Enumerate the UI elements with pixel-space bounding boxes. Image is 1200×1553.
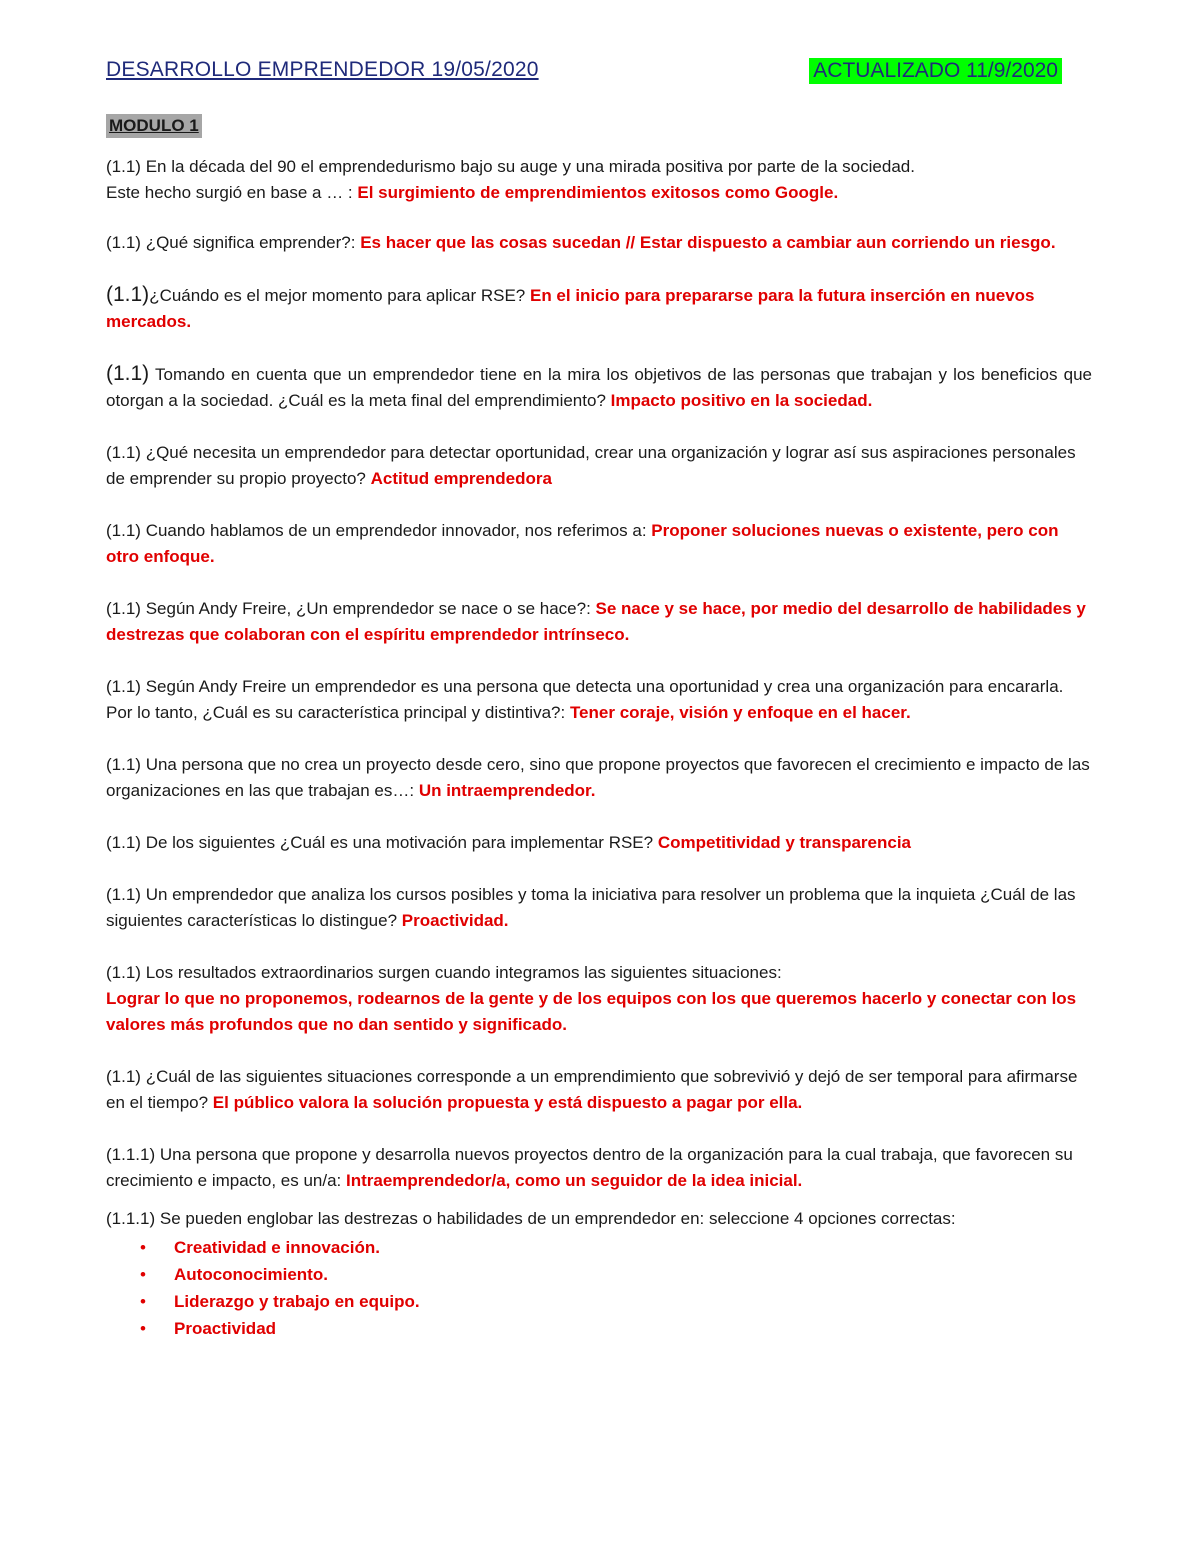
bullet-icon: • [140, 1238, 146, 1257]
question-code: (1.1) [106, 233, 141, 252]
updated-badge: ACTUALIZADO 11/9/2020 [809, 58, 1062, 84]
question-item [106, 882, 1092, 934]
question-text: Según Andy Freire, ¿Un emprendedor se nace o se hace?: [140, 599, 596, 618]
question-item [106, 674, 1092, 726]
answer-text: Tener coraje, visión y enfoque en el hacer. [569, 703, 911, 722]
answer-text: En el inicio para prepararse para la futura inserción en nuevos mercados. [106, 286, 1035, 331]
answer-option [106, 1315, 1092, 1342]
question-text: De los siguientes ¿Cuál es una motivación para implementar RSE? [140, 833, 658, 852]
question-item [106, 518, 1092, 570]
question-text: Tomando en cuenta que un emprendedor tiene en la mira los objetivos de las personas que trabajan y los beneficios que otorgan a la sociedad. ¿Cuál es la meta final del emprendimiento? [106, 365, 1092, 410]
question-item [106, 282, 1092, 335]
answer-option-text: Liderazgo y trabajo en equipo. [174, 1292, 420, 1311]
question-text: Cuando hablamos de un emprendedor innovador, nos referimos a: [140, 521, 652, 540]
answer-option-text: Autoconocimiento. [174, 1265, 328, 1284]
question-item [106, 154, 1092, 206]
question-code: (1.1) [106, 833, 141, 852]
question-text: Este hecho surgió en base a … : [106, 183, 358, 202]
question-text: Los resultados extraordinarios surgen cuando integramos las siguientes situaciones: [140, 963, 782, 982]
question-text: ¿Cuál de las siguientes situaciones corresponde a un emprendimiento que sobrevivió y dejó de ser temporal para afirmarse en el tiempo? [106, 1067, 1078, 1112]
question-code: (1.1) [106, 599, 141, 618]
answer-text: Es hacer que las cosas sucedan // Estar dispuesto a cambiar aun corriendo un riesgo. [360, 233, 1056, 252]
question-item [106, 440, 1092, 492]
question-code: (1.1) [106, 362, 150, 385]
document-header [106, 58, 1092, 88]
question-code: (1.1) [106, 443, 141, 462]
question-text: ¿Qué significa emprender?: [140, 233, 361, 252]
question-item [106, 830, 1092, 856]
document-title: DESARROLLO EMPRENDEDOR 19/05/2020 [106, 58, 539, 81]
question-item [106, 752, 1092, 804]
question-code: (1.1) [106, 677, 141, 696]
document-page [106, 58, 1092, 1342]
answer-text: El público valora la solución propuesta y está dispuesto a pagar por ella. [212, 1093, 803, 1112]
question-code: (1.1) [106, 755, 141, 774]
question-text: Una persona que no crea un proyecto desde cero, sino que propone proyectos que favorecen el crecimiento e impacto de las organizaciones en las que trabajan es…: [106, 755, 1090, 800]
answer-text: Lograr lo que no proponemos, rodearnos de la gente y de los equipos con los que queremos hacerlo y conectar con los valores más profundos que no dan sentido y significado. [106, 989, 1077, 1034]
answer-option-text: Creatividad e innovación. [174, 1238, 380, 1257]
answer-options-list [106, 1234, 1092, 1342]
answer-text: Intraemprendedor/a, como un seguidor de la idea inicial. [346, 1171, 803, 1190]
question-text: ¿Qué necesita un emprendedor para detectar oportunidad, crear una organización y lograr así sus aspiraciones personales de emprender su propio proyecto? [106, 443, 1076, 488]
question-item [106, 596, 1092, 648]
answer-text: Un intraemprendedor. [418, 781, 596, 800]
question-code: (1.1) [106, 521, 141, 540]
question-text: Una persona que propone y desarrolla nuevos proyectos dentro de la organización para la cual trabaja, que favorecen su crecimiento e impacto, es un/a: [106, 1145, 1073, 1190]
question-item [106, 1206, 1092, 1342]
question-text: En la década del 90 el emprendedurismo bajo su auge y una mirada positiva por parte de la sociedad. [140, 157, 915, 176]
question-text: Según Andy Freire un emprendedor es una persona que detecta una oportunidad y crea una organización para encararla. Por lo tanto, ¿Cuál es su característica principal y distintiva?: [106, 677, 1064, 722]
question-item [106, 1142, 1092, 1194]
question-code: (1.1) [106, 963, 141, 982]
question-code: (1.1) [106, 157, 141, 176]
bullet-icon: • [140, 1319, 146, 1338]
question-code: (1.1) [106, 885, 141, 904]
module-heading: MODULO 1 [106, 114, 202, 138]
question-text: ¿Cuándo es el mejor momento para aplicar RSE? [149, 286, 530, 305]
answer-option [106, 1261, 1092, 1288]
answer-text: Impacto positivo en la sociedad. [610, 391, 873, 410]
question-item [106, 960, 1092, 1038]
answer-text: Actitud emprendedora [370, 469, 552, 488]
answer-text: Se nace y se hace, por medio del desarrollo de habilidades y destrezas que colaboran con el espíritu emprendedor intrínseco. [106, 599, 1086, 644]
question-text: Se pueden englobar las destrezas o habilidades de un emprendedor en: seleccione 4 opciones correctas: [155, 1209, 956, 1228]
bullet-icon: • [140, 1265, 146, 1284]
question-list [106, 154, 1092, 1342]
bullet-icon: • [140, 1292, 146, 1311]
question-item [106, 230, 1092, 256]
answer-option [106, 1234, 1092, 1261]
question-code: (1.1.1) [106, 1209, 156, 1228]
question-code: (1.1) [106, 1067, 141, 1086]
question-item [106, 361, 1092, 414]
answer-option-text: Proactividad [174, 1319, 277, 1338]
question-text: Un emprendedor que analiza los cursos posibles y toma la iniciativa para resolver un problema que la inquieta ¿Cuál de las siguientes características lo distingue? [106, 885, 1076, 930]
question-item [106, 1064, 1092, 1116]
answer-text: Proactividad. [401, 911, 509, 930]
answer-option [106, 1288, 1092, 1315]
question-code: (1.1.1) [106, 1145, 156, 1164]
answer-text: Proponer soluciones nuevas o existente, pero con otro enfoque. [106, 521, 1059, 566]
question-code: (1.1) [106, 283, 150, 306]
answer-text: El surgimiento de emprendimientos exitosos como Google. [357, 183, 839, 202]
answer-text: Competitividad y transparencia [657, 833, 912, 852]
